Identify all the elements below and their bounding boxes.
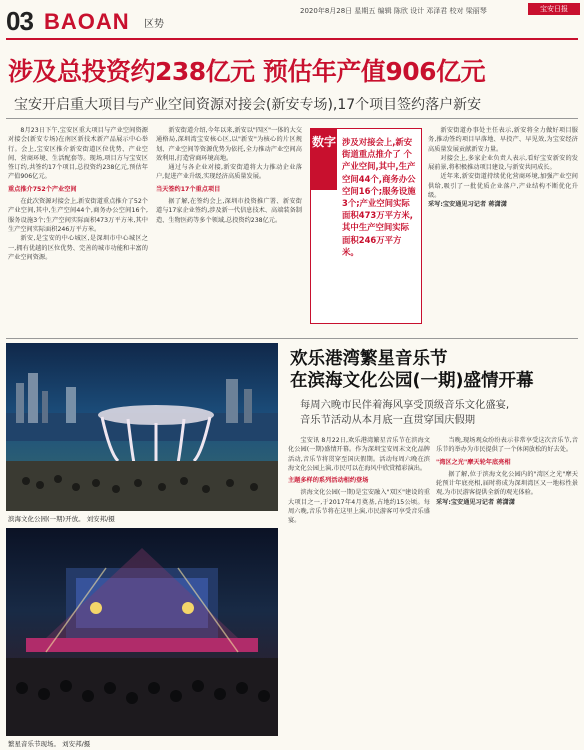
photo-culture-park xyxy=(6,343,278,511)
section-heading: 当天签约17个重点项目 xyxy=(156,185,221,193)
paragraph: 新安,是宝安的中心城区,是深圳市中心城区之一,拥有优越的区位优势、完善的城市功能和丰富的产业空间资源。 xyxy=(8,235,148,261)
paragraph: 据了解,在签约会上,深圳市投资推广署、新安街道与17家企业签约,涉及新一代信息技术、高端装备制造、生物医药等多个领域,总投资约238亿元。 xyxy=(156,198,302,224)
quote-text: 涉及对接会上,新安街道重点推介了 个产业空间,其中,生产空间44个,商务办公空间16个;服务设施3个;产业空间实际面积473万平方米,其中生产空间实际面积246万平方米。 xyxy=(342,137,416,257)
article2-column-2 xyxy=(436,436,578,742)
article2-headline-line2: 在滨海文化公园(一期)盛情开幕 xyxy=(290,371,534,391)
newspaper-logo: 宝安日报 xyxy=(528,3,580,15)
photo-culture-park-illustration xyxy=(6,343,278,511)
byline: 采写:宝安通见习记者 蒋潇潇 xyxy=(436,498,515,506)
article2-subhead xyxy=(300,398,576,428)
quote-tag: 数字 xyxy=(311,128,337,190)
article2-subhead-line1: 每周六晚市民伴着海风享受顶级音乐文化盛宴, xyxy=(300,399,510,411)
byline: 采写:宝安通见习记者 蒋潇潇 xyxy=(428,201,507,209)
article2-subhead-line2: 音乐节活动从本月底一直贯穿国庆假期 xyxy=(300,414,476,426)
paragraph: 新安街道办事处主任表示,新安将全力做好项目服务,推动签约项目早落地、早投产、早见效,为宝安经济高质量发展贡献新安力量。 xyxy=(428,127,578,153)
section-heading: 主题多样的系列活动相约登场 xyxy=(288,477,369,485)
photo-music-festival xyxy=(6,528,278,736)
section-divider xyxy=(6,338,578,339)
paragraph: 对接会上,多家企业负责人表示,看好宝安新安的发展前景,将积极推动项目建设,与新安共同成长。 xyxy=(428,154,578,172)
page-number: 03 xyxy=(6,6,33,36)
page-brand: BAOAN xyxy=(44,9,130,34)
article1-headline: 涉及总投资约238亿元 预估年产值906亿元 xyxy=(8,57,486,86)
article1-column-2 xyxy=(156,126,302,336)
page-section: 区势 xyxy=(144,19,164,30)
photo-caption-2: 繁星音乐节现场。 刘安邦/摄 xyxy=(8,740,91,748)
article2-headline xyxy=(290,348,578,392)
page-info: 2020年8月28日 星期五 编辑 陈欣 设计 邓泽君 校对 梁丽琴 xyxy=(300,7,487,15)
photo-caption-1: 滨海文化公园(一期)开放。 刘安邦/摄 xyxy=(8,515,115,523)
paragraph: 宝安讯 8月22日,欢乐港湾繁星音乐节在滨海文化公园(一期)盛情开幕。作为深圳宝安周末文化品牌活动,音乐节将贯穿至国庆假期。活动每周六晚在滨海文化公园上演,市民可以在海风中欣赏精彩演出。 xyxy=(288,437,430,472)
paragraph: 滨海文化公园(一期)是宝安融入"双区"建设的重大项目之一,于2017年4月奠基,占地约15公顷。每周六晚,音乐节将在这里上演,市民游客可享受音乐盛宴。 xyxy=(288,489,430,525)
article2-headline-line1: 欢乐港湾繁星音乐节 xyxy=(290,349,448,369)
subhead-divider xyxy=(6,118,578,119)
section-heading: 重点推介752个产业空间 xyxy=(8,185,77,193)
article1-column-4 xyxy=(428,126,578,334)
article2-column-1 xyxy=(288,436,430,742)
paragraph: 新安街道介绍,今年以来,新安以"四区"一体的大交通格局,深圳湾宝安核心区,以"新安"为核心的片区规划、产业空间等资源优势为依托,全力推动产业空间高效利用,打造营商环境高地。 xyxy=(156,127,302,162)
header-divider xyxy=(6,38,578,40)
paragraph: 在此次资源对接会上,新安街道重点推介了52个产业空间,其中,生产空间44个,商务办公空间16个,服务设施3个;生产空间实际面积473万平方米,其中生产空间实际面积246万平方米。 xyxy=(8,198,148,233)
section-heading: "湾区之光"摩天轮年底亮相 xyxy=(436,458,511,466)
paragraph: 通过与各企业对接,新安街道将大力推动企业落户,促进产业升级,实现经济高质量发展。 xyxy=(156,164,302,181)
photo-music-festival-illustration xyxy=(6,528,278,736)
paragraph: 8月23日下午,宝安区重大项目与产业空间资源对接会(新安专场)在南区新技术新产品展示中心举行。会上,宝安区推介新安街道区位优势、产业空间、营商环境、生活配套等。现场,项目方与宝安区签订约,共签约17个项目,总投资约238亿元,预估年产值906亿元。 xyxy=(8,127,148,181)
paragraph: 据了解,位于滨海文化公园内的"湾区之光"摩天轮预计年底亮相,届时将成为深圳湾区又一地标性景观,为市民游客提供全新的观光体验。 xyxy=(436,470,578,497)
paragraph: 近年来,新安街道持续优化营商环境,加强产业空间供给,吸引了一批优质企业落户,产业结构不断优化升级。 xyxy=(428,173,578,200)
article1-subhead: 宝安开启重大项目与产业空间资源对接会(新安专场),17个项目签约落户新安 xyxy=(14,97,482,113)
article1-column-1 xyxy=(8,126,148,336)
paragraph: 当晚,现场观众纷纷表示非常享受这次音乐节,音乐节的举办为市民提供了一个休闲放松的好去处。 xyxy=(436,437,578,454)
